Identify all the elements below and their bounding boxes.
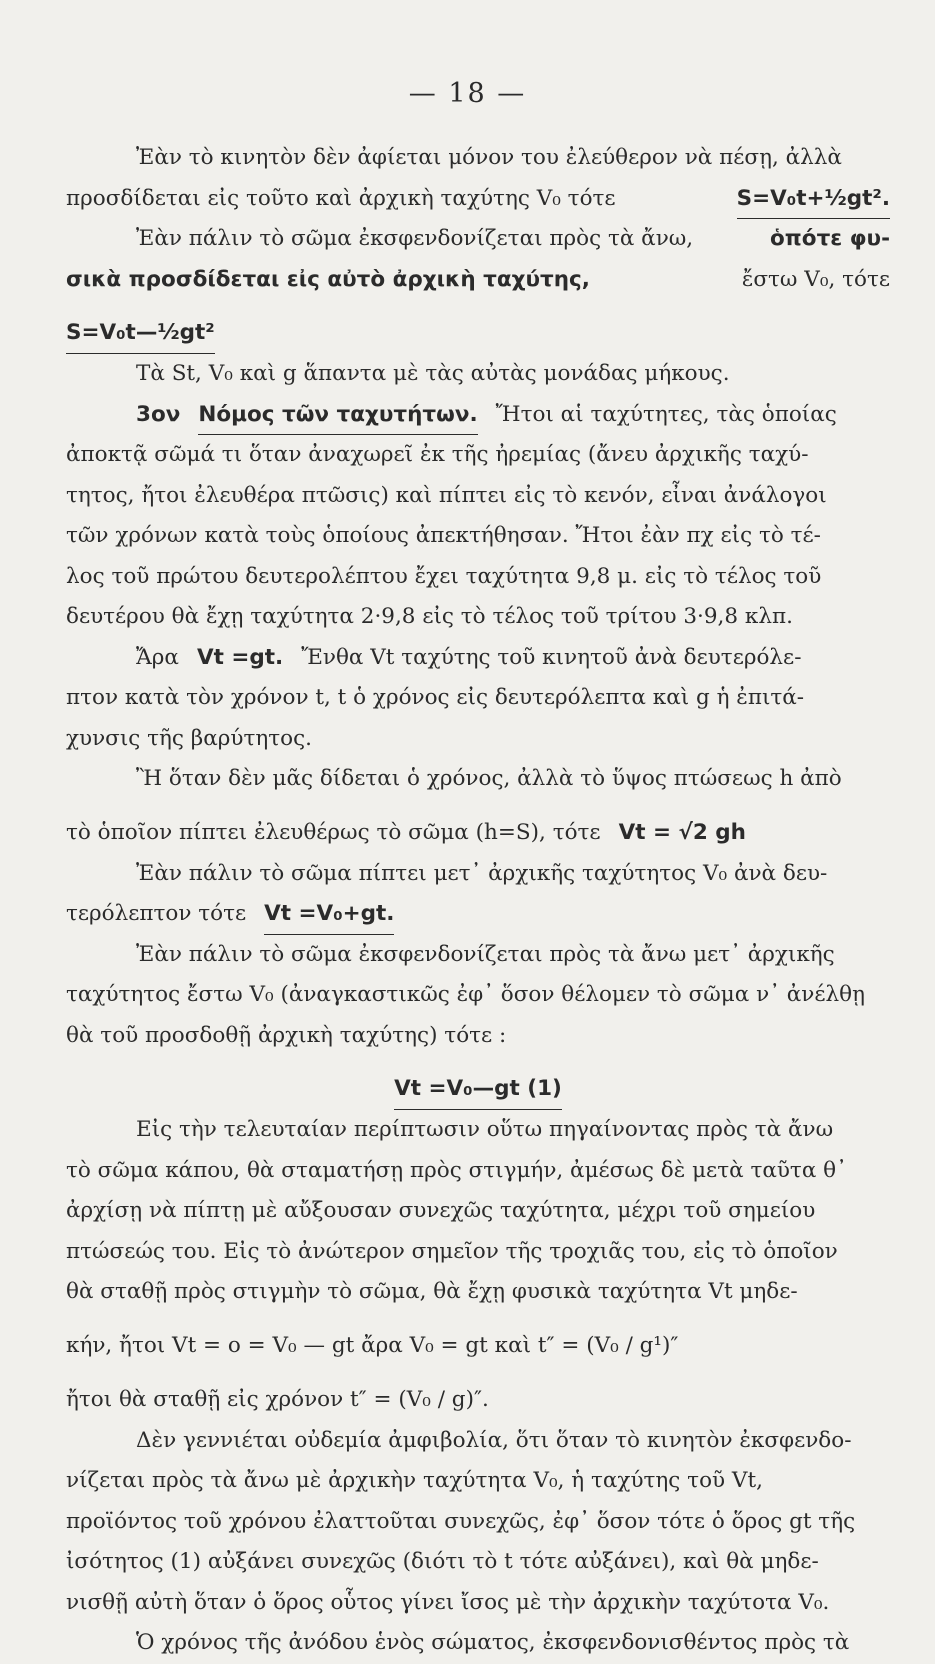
formula: Vt =gt. [196,644,284,670]
body-text [66,138,890,1664]
text-line [66,1232,890,1273]
line-text: Τὰ St, V₀ καὶ g ἅπαντα μὲ τὰς αὐτὰς μονάδας μήκους. [136,361,730,386]
text-line [66,1272,890,1313]
text-line [66,1583,890,1624]
text-line [66,1461,890,1502]
emphasis: ὁπότε φυ- [770,226,890,251]
text-line [66,476,890,517]
line-text: πτώσεώς του. Εἰς τὸ ἀνώτερον σημεῖον τῆς τροχιᾶς του, εἰς τὸ ὁποῖον [66,1238,838,1264]
line-text: ἀρχίσῃ νὰ πίπτῃ μὲ αὔξουσαν συνεχῶς ταχύτητα, μέχρι τοῦ σημείου [66,1198,816,1223]
formula: Vt = √2 gh [618,820,746,845]
text-line [66,597,890,638]
line-text: ἔστω V₀, τότε [741,266,890,292]
line-text: θὰ τοῦ προσδοθῇ ἀρχικὴ ταχύτης) τότε : [66,1022,507,1048]
line-text: δευτέρου θὰ ἔχῃ ταχύτητα 2·9,8 εἰς τὸ τέλος τοῦ τρίτου 3·9,8 κλπ. [66,604,793,629]
text-line [66,1056,890,1110]
line-text: θὰ σταθῇ πρὸς στιγμὴν τὸ σῶμα, θὰ ἔχῃ φυσικὰ ταχύτητα Vt μηδε- [66,1279,798,1304]
text-line [66,354,890,395]
line-text: Ἄρα [136,644,179,670]
line-text: πτον κατὰ τὸν χρόνον t, t ὁ χρόνος εἰς δευτερόλεπτα καὶ g ἡ ἐπιτά- [66,685,805,710]
section-number: 3ον [136,401,181,427]
text-line [66,1623,890,1664]
line-text: Ὁ χρόνος τῆς ἀνόδου ἑνὸς σώματος, ἐκσφενδονισθέντος πρὸς τὰ [136,1630,850,1655]
line-text: κήν, ἤτοι Vt = o = V₀ — gt ἄρα V₀ = gt καὶ t″ = (V₀ / g¹)″ [66,1333,679,1358]
text-line [66,935,890,976]
line-text: τὸ ὁποῖον πίπτει ἐλευθέρως τὸ σῶμα (h=S), τότε [66,820,601,845]
line-text: λος τοῦ πρώτου δευτερολέπτου ἔχει ταχύτητα 9,8 μ. εἰς τὸ τέλος τοῦ [66,563,822,589]
text-line [66,854,890,895]
line-text: προσδίδεται εἰς τοῦτο καὶ ἀρχικὴ ταχύτης V₀ τότε [66,185,616,211]
formula: Vt =V₀+gt. [264,894,394,935]
text-line [66,719,890,760]
emphasis: σικὰ προσδίδεται εἰς αὐτὸ ἀρχικὴ ταχύτης, [66,266,590,292]
text-line [66,557,890,598]
formula: S=V₀t+½gt². [737,179,890,220]
line-text: ἤτοι θὰ σταθῇ εἰς χρόνον t″ = (V₀ / g)″. [66,1387,489,1412]
line-text: τῶν χρόνων κατὰ τοὺς ὁποίους ἀπεκτήθησαν. Ἤτοι ἐὰν πχ εἰς τὸ τέ- [66,523,821,548]
text-line [66,894,890,935]
text-line [66,1502,890,1543]
text-line [66,260,890,301]
text-line [66,1151,890,1192]
line-text: νισθῇ αὐτὴ ὅταν ὁ ὅρος οὗτος γίνει ἴσος μὲ τὴν ἀρχικὴν ταχύτοτα V₀. [66,1589,830,1615]
text-line [66,1542,890,1583]
text-line [66,678,890,719]
line-text: Ἤτοι αἱ ταχύτητες, τὰς ὁποίας [495,401,837,427]
formula: Vt =V₀—gt (1) [394,1069,562,1111]
text-line [66,1313,890,1367]
line-text: ταχύτητος ἔστω V₀ (ἀναγκαστικῶς ἐφ᾽ ὅσον θέλομεν τὸ σῶμα ν᾽ ἀνέλθῃ [66,982,865,1007]
line-text: Ἔνθα Vt ταχύτης τοῦ κινητοῦ ἀνὰ δευτερόλε- [301,644,802,670]
line-text: ἰσότητος (1) αὐξάνει συνεχῶς (διότι τὸ t τότε αὐξάνει), καὶ θὰ μηδε- [66,1549,819,1574]
line-text: Ἐὰν τὸ κινητὸν δὲν ἀφίεται μόνον του ἐλεύθερον νὰ πέσῃ, ἀλλὰ [136,145,842,170]
line-text: Ἐὰν πάλιν τὸ σῶμα ἐκσφενδονίζεται πρὸς τὰ ἄνω, [136,226,694,251]
text-line [66,179,890,220]
section-heading: Νόμος τῶν ταχυτήτων. [198,395,477,436]
text-line [66,395,890,436]
text-line [66,1016,890,1057]
line-text: τητος, ἤτοι ἐλευθέρα πτῶσις) καὶ πίπτει εἰς τὸ κενόν, εἶναι ἀνάλογοι [66,482,827,508]
text-line [66,1191,890,1232]
text-line [66,300,890,354]
text-line [66,759,890,800]
text-line [66,1421,890,1462]
line-text: Ἐὰν πάλιν τὸ σῶμα πίπτει μετ᾽ ἀρχικῆς ταχύτητος V₀ ἀνὰ δευ- [136,860,828,886]
text-line [66,638,890,679]
line-text: Δὲν γεννιέται οὐδεμία ἀμφιβολία, ὅτι ὅταν τὸ κινητὸν ἐκσφενδο- [136,1427,852,1453]
page-number: — 18 — [408,78,527,109]
line-text: χυνσις τῆς βαρύτητος. [66,725,312,751]
text-line [66,800,890,854]
text-line [66,435,890,476]
line-text: Ἐὰν πάλιν τὸ σῶμα ἐκσφενδονίζεται πρὸς τὰ ἄνω μετ᾽ ἀρχικῆς [136,941,835,967]
line-text: νίζεται πρὸς τὰ ἄνω μὲ ἀρχικὴν ταχύτητα V₀, ἡ ταχύτης τοῦ Vt, [66,1468,763,1493]
line-text: προϊόντος τοῦ χρόνου ἐλαττοῦται συνεχῶς, ἐφ᾽ ὅσον τότε ὁ ὅρος gt τῆς [66,1508,856,1534]
text-line [66,138,890,179]
line-text: Εἰς τὴν τελευταίαν περίπτωσιν οὕτω πηγαίνοντας πρὸς τὰ ἄνω [136,1117,834,1142]
text-line [66,1110,890,1151]
text-line [66,975,890,1016]
line-text: τερόλεπτον τότε [66,901,247,926]
text-line [66,1367,890,1421]
text-line [66,516,890,557]
line-text: ἀποκτᾷ σῶμά τι ὅταν ἀναχωρεῖ ἐκ τῆς ἠρεμίας (ἄνευ ἀρχικῆς ταχύ- [66,442,809,467]
text-line [66,219,890,260]
line-text: Ἢ ὅταν δὲν μᾶς δίδεται ὁ χρόνος, ἀλλὰ τὸ ὕψος πτώσεως h ἀπὸ [136,766,842,791]
line-text: τὸ σῶμα κάπου, θὰ σταματήσῃ πρὸς στιγμήν, ἀμέσως δὲ μετὰ ταῦτα θ᾽ [66,1157,847,1183]
formula: S=V₀t—½gt² [66,313,215,355]
